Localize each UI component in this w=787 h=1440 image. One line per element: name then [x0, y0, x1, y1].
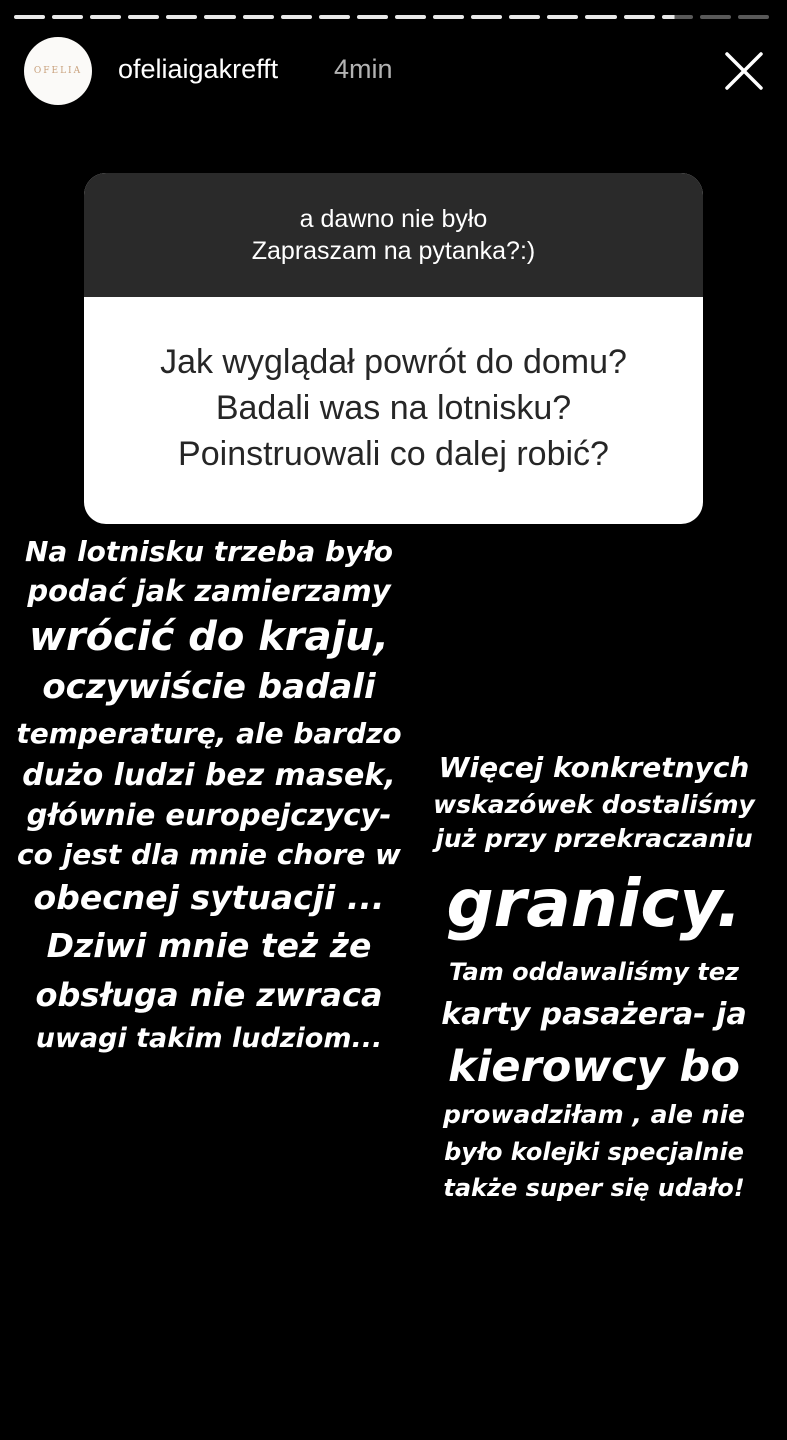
story-progress-segment [433, 15, 464, 19]
text-line: uwagi takim ludziom... [35, 1023, 383, 1054]
story-progress-segment [281, 15, 312, 19]
question-sticker [84, 173, 703, 524]
story-progress-segment [204, 15, 235, 19]
text-line: karty pasażera- ja [441, 997, 747, 1032]
story-progress-segment [90, 15, 121, 19]
story-progress-segment [52, 15, 83, 19]
text-line: obsługa nie zwraca [35, 976, 383, 1014]
text-line: było kolejki specjalnie [444, 1138, 744, 1166]
text-line: Tam oddawaliśmy tez [449, 958, 739, 986]
text-line: głównie europejczycy- [26, 798, 392, 832]
text-line: co jest dla mnie chore w [17, 838, 401, 871]
story-progress-segment [357, 15, 388, 19]
text-line: temperaturę, ale bardzo [16, 717, 402, 750]
story-progress-segment [395, 15, 426, 19]
username[interactable]: ofeliaigakrefft [118, 54, 279, 84]
prompt-line: a dawno nie było [299, 205, 488, 233]
answer-text-left [0, 533, 418, 1059]
question-line: Badali was na lotnisku? [215, 388, 572, 427]
text-line: dużo ludzi bez masek, [22, 758, 396, 793]
text-line: oczywiście badali [42, 667, 376, 707]
text-line: wskazówek dostaliśmy [433, 790, 755, 819]
story-progress-bar [14, 15, 769, 19]
story-progress-segment [662, 15, 693, 19]
story-progress-segment [547, 15, 578, 19]
story-progress-segment [700, 15, 731, 19]
story-progress-segment [166, 15, 197, 19]
question-prompt [84, 173, 703, 297]
text-line: Na lotnisku trzeba było [25, 535, 393, 568]
post-time: 4min [334, 54, 393, 84]
story-progress-segment [509, 15, 540, 19]
avatar[interactable] [24, 37, 92, 105]
text-line: wrócić do kraju, [29, 614, 389, 660]
story-progress-segment [585, 15, 616, 19]
text-line: granicy. [446, 865, 742, 942]
text-line: obecnej sytuacji ... [33, 878, 385, 917]
story-progress-segment [128, 15, 159, 19]
text-line: także super się udało! [443, 1174, 745, 1202]
question-line: Jak wyglądał powrót do domu? [160, 342, 627, 381]
question-line: Poinstruowali co dalej robić? [178, 434, 609, 473]
text-line: podać jak zamierzamy [27, 574, 391, 608]
answer-text-right [416, 748, 772, 1206]
story-progress-segment [738, 15, 769, 19]
text-line: już przy przekraczaniu [435, 824, 753, 853]
story-progress-segment [471, 15, 502, 19]
text-line: prowadziłam , ale nie [442, 1100, 745, 1129]
prompt-line: Zapraszam na pytanka?:) [251, 237, 536, 265]
story-progress-segment [319, 15, 350, 19]
avatar-logo-text: OFELIA [33, 66, 83, 76]
question-text [84, 297, 703, 524]
story-progress-segment [14, 15, 45, 19]
text-line: Więcej konkretnych [438, 751, 750, 784]
story-progress-segment [243, 15, 274, 19]
text-line: kierowcy bo [448, 1042, 740, 1092]
story-progress-segment [624, 15, 655, 19]
text-line: Dziwi mnie też że [46, 926, 372, 965]
close-icon[interactable] [722, 49, 766, 93]
